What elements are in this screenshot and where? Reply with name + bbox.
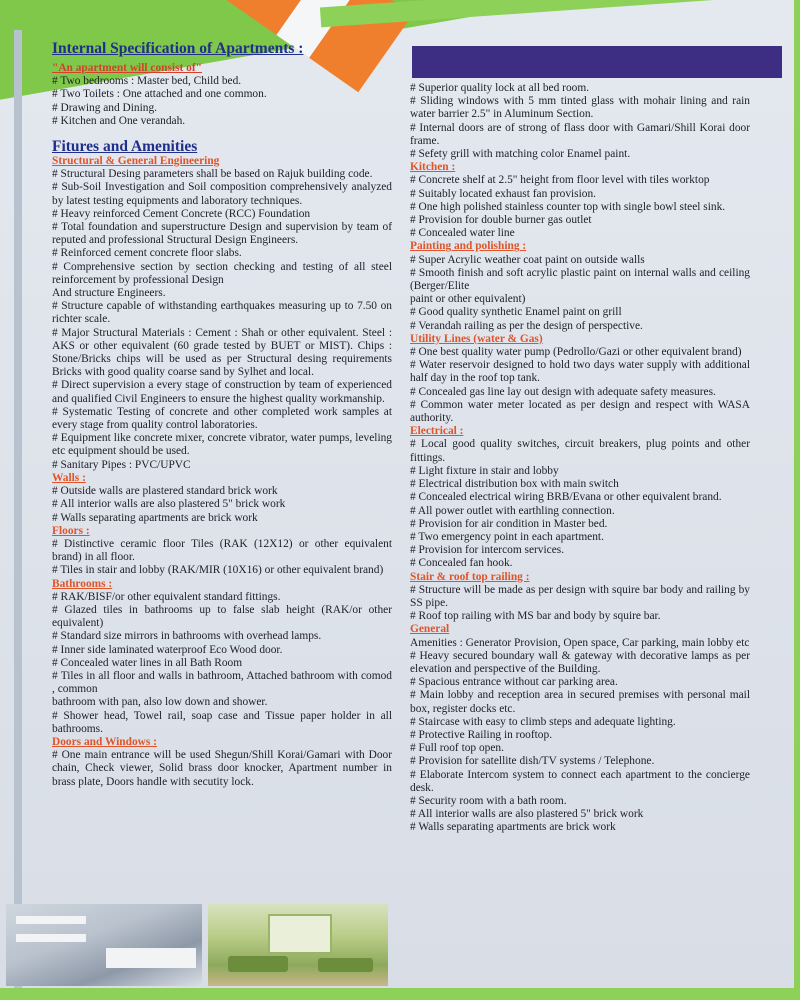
spec-item: # Staircase with easy to climb steps and adequate lighting.: [410, 715, 676, 728]
spec-item: # Light fixture in stair and lobby: [410, 464, 559, 477]
spec-item: # Heavy reinforced Cement Concrete (RCC) Foundation: [52, 207, 311, 220]
structural-heading: Structural & General Engineering: [52, 155, 220, 168]
photo-counter-shape: [106, 948, 196, 968]
spec-item: # Common water meter located as per design and respect with WASA authority.: [410, 398, 750, 425]
spec-item: # Superior quality lock at all bed room.: [410, 82, 590, 94]
spec-item: # Systematic Testing of concrete and other completed work samples at every stage from quality control laboratories.: [52, 405, 392, 432]
spec-item: # Two Toilets : One attached and one common.: [52, 88, 267, 101]
spec-item: And structure Engineers.: [52, 287, 166, 300]
page-title: Internal Specification of Apartments :: [52, 40, 304, 57]
spec-item: # Concrete shelf at 2.5" height from floor level with tiles worktop: [410, 174, 710, 187]
right-column: [410, 82, 750, 835]
spec-item: # Standard size mirrors in bathrooms with overhead lamps.: [52, 630, 322, 643]
spec-item: # Sliding windows with 5 mm tinted glass with mohair lining and rain water barrier 2.5" in Aluminum Section.: [410, 95, 750, 121]
spec-item: # Provision for air condition in Master bed.: [410, 517, 608, 530]
spec-item: # Structural Desing parameters shall be based on Rajuk building code.: [52, 168, 373, 181]
spec-item: # Comprehensive section by section checking and testing of all steel reinforcement by professional Design: [52, 260, 392, 286]
painting-heading: Painting and polishing :: [410, 240, 527, 253]
floors-list: [52, 538, 392, 578]
spec-item: # Security room with a bath room.: [410, 794, 567, 807]
spec-item: # Spacious entrance without car parking area.: [410, 676, 618, 689]
spec-item: # Structure will be made as per design with squire bar body and railing by SS pipe.: [410, 583, 750, 609]
spec-item: # Suitably located exhaust fan provision.: [410, 187, 597, 200]
spec-item: # Roof top railing with MS bar and body by squire bar.: [410, 610, 661, 623]
kitchen-list: [410, 174, 750, 240]
walls-list: [52, 485, 392, 525]
spec-item: # Tiles in all floor and walls in bathroom, Attached bathroom with comod , common: [52, 669, 392, 696]
doors-list-right: [410, 82, 750, 161]
bathrooms-list: [52, 591, 392, 736]
spec-item: # Two emergency point in each apartment.: [410, 530, 604, 543]
apartment-intro: "An apartment will consist of": [52, 62, 202, 74]
photo-sofa-shape: [318, 958, 373, 972]
stair-heading: Stair & roof top railing :: [410, 570, 530, 583]
spec-item: # Glazed tiles in bathrooms up to false slab height (RAK/or other equivalent): [52, 603, 392, 630]
spec-item: # Concealed water lines in all Bath Room: [52, 656, 243, 669]
spec-item: # Concealed fan hook.: [410, 557, 513, 570]
doors-list-left: [52, 749, 392, 789]
spec-item: # Local good quality switches, circuit breakers, plug points and other fittings.: [410, 438, 750, 464]
spec-item: # Outside walls are plastered standard brick work: [52, 485, 278, 498]
spec-item: # All interior walls are also plastered 5" brick work: [410, 808, 644, 821]
spec-item: Amenities : Generator Provision, Open space, Car parking, main lobby etc: [410, 636, 750, 649]
utility-heading: Utility Lines (water & Gas): [410, 332, 543, 345]
spec-item: # Smooth finish and soft acrylic plastic paint on internal walls and ceiling (Berger/Elite: [410, 266, 750, 293]
spec-item: # Structure capable of withstanding earthquakes measuring up to 7.50 on richter scale.: [52, 300, 392, 326]
spec-item: # Electrical distribution box with main switch: [410, 478, 619, 491]
spec-item: # Two bedrooms : Master bed, Child bed.: [52, 75, 242, 88]
living-room-photo: [208, 904, 388, 986]
spec-item: # Shower head, Towel rail, soap case and Tissue paper holder in all bathrooms.: [52, 709, 392, 735]
photo-window-shape: [268, 914, 332, 954]
spec-item: # Walls separating apartments are brick work: [52, 511, 258, 524]
spec-item: # Main lobby and reception area in secured premises with personal mail box, register docks etc.: [410, 689, 750, 715]
spec-item: # Sefety grill with matching color Enamel paint.: [410, 148, 631, 161]
spec-item: # Major Structural Materials : Cement : Shah or other equivalent. Steel : AKS or other equivalent (60 grade tested by BUET or MIST). Chips : Stone/Bricks chips will be used as per Structural desing requirements Bricks with good quality coarse sand by Sylhet and local.: [52, 326, 392, 379]
electrical-list: [410, 438, 750, 570]
spec-item: # Provision for double burner gas outlet: [410, 214, 592, 227]
spec-item: # Verandah railing as per the design of perspective.: [410, 319, 643, 332]
apartment-list: [52, 75, 392, 128]
spec-item: # Total foundation and superstructure Design and supervision by team of reputed and professional Structural Design Engineers.: [52, 221, 392, 247]
spec-item: # Kitchen and One verandah.: [52, 114, 186, 127]
spec-item: # Protective Railing in rooftop.: [410, 728, 553, 741]
spec-item: # One best quality water pump (Pedrollo/Gazi or other equivalent brand): [410, 346, 742, 359]
bathrooms-heading: Bathrooms :: [52, 577, 113, 590]
spec-item: # Walls separating apartments are brick work: [410, 821, 616, 834]
spec-item: paint or other equivalent): [410, 293, 526, 306]
kitchen-interior-photo: [6, 904, 202, 986]
spec-item: bathroom with pan, also low down and shower.: [52, 696, 268, 709]
spec-item: # All power outlet with earthling connection.: [410, 504, 615, 517]
stair-list: [410, 584, 750, 624]
spec-item: # Super Acrylic weather coat paint on outside walls: [410, 253, 645, 266]
spec-item: # RAK/BISF/or other equivalent standard fittings.: [52, 590, 281, 603]
painting-list: [410, 254, 750, 333]
spec-item: # Inner side laminated waterproof Eco Wood door.: [52, 643, 283, 656]
spec-item: # Drawing and Dining.: [52, 101, 158, 114]
walls-heading: Walls :: [52, 471, 86, 484]
spec-item: # Heavy secured boundary wall & gateway with decorative lamps as per elevation and perspective of the Building.: [410, 649, 750, 675]
spec-item: # Equipment like concrete mixer, concrete vibrator, water pumps, leveling etc equipment should be used.: [52, 432, 392, 458]
photo-sofa-shape: [228, 956, 288, 972]
spec-item: # Provision for satellite dish/TV systems / Telephone.: [410, 755, 655, 768]
spec-item: # Tiles in stair and lobby (RAK/MIR (10X16) or other equivalent brand): [52, 564, 384, 577]
doors-windows-heading: Doors and Windows :: [52, 735, 157, 748]
right-green-border: [794, 0, 800, 1000]
spec-item: # Concealed electrical wiring BRB/Evana or other equivalent brand.: [410, 491, 722, 504]
photo-shelf-shape: [16, 916, 86, 924]
fixtures-title: Fitures and Amenities: [52, 138, 198, 156]
electrical-heading: Electrical :: [410, 425, 464, 438]
general-list: [410, 637, 750, 835]
structural-list: [52, 168, 392, 472]
left-frame-line: [14, 30, 22, 990]
spec-item: # Elaborate Intercom system to connect each apartment to the concierge desk.: [410, 768, 750, 794]
left-column: [52, 40, 392, 789]
bottom-green-border: [0, 988, 800, 1000]
spec-item: # Full roof top open.: [410, 742, 504, 755]
spec-item: # Distinctive ceramic floor Tiles (RAK (12X12) or other equivalent brand) in all floor.: [52, 537, 392, 564]
spec-item: # Internal doors are of strong of flass door with Gamari/Shill Korai door frame.: [410, 121, 750, 147]
kitchen-heading: Kitchen :: [410, 161, 456, 174]
spec-item: # Provision for intercom services.: [410, 544, 565, 557]
spec-item: # Reinforced cement concrete floor slabs.: [52, 247, 242, 260]
spec-item: # Good quality synthetic Enamel paint on grill: [410, 306, 622, 319]
utility-list: [410, 346, 750, 425]
spec-item: # Concealed gas line lay out design with adequate safety measures.: [410, 385, 716, 398]
photo-shelf-shape: [16, 934, 86, 942]
spec-item: # Sanitary Pipes : PVC/UPVC: [52, 458, 191, 471]
general-heading: General: [410, 623, 450, 636]
floors-heading: Floors :: [52, 524, 90, 537]
spec-item: # Concealed water line: [410, 227, 515, 240]
spec-item: # One main entrance will be used Shegun/Shill Korai/Gamari with Door chain, Check viewer, Solid brass door knocker, Apartment number in brass plate, Doors handle with secutity lock.: [52, 749, 392, 788]
spec-item: # All interior walls are also plastered 5" brick work: [52, 498, 286, 511]
purple-banner: [412, 46, 782, 78]
spec-item: # Direct supervision a every stage of construction by team of experienced and qualified Civil Engineers to ensure the highest quality workmanship.: [52, 379, 392, 405]
spec-item: # Water reservoir designed to hold two days water supply with additional half day in the roof top tank.: [410, 359, 750, 385]
spec-item: # Sub-Soil Investigation and Soil composition comprehensively analyzed by latest testing equipments and laboratory techniques.: [52, 181, 392, 207]
spec-item: # One high polished stainless counter top with single bowl steel sink.: [410, 200, 726, 213]
